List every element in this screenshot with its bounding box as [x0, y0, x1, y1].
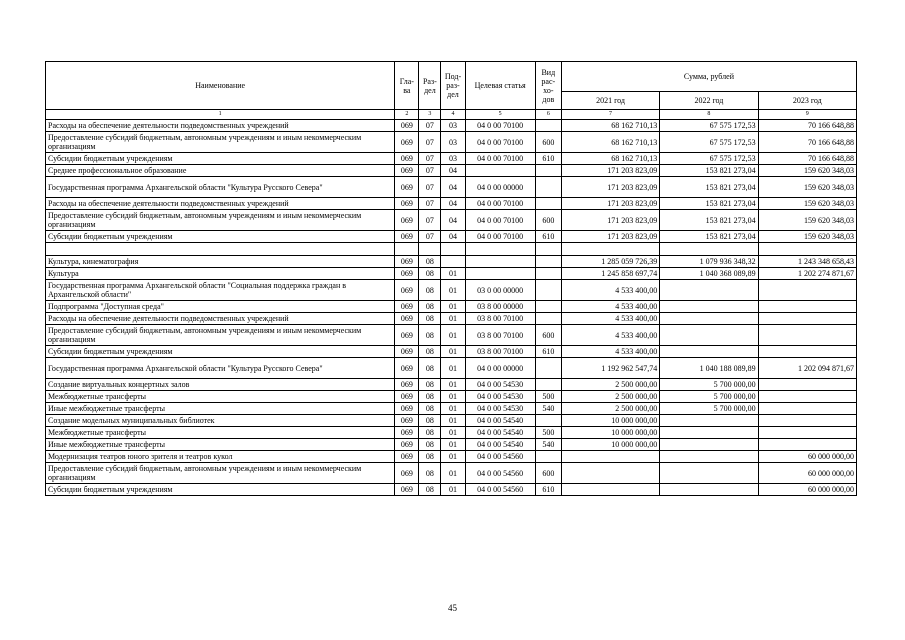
row-section: 08 [419, 427, 441, 439]
row-chapter: 069 [395, 451, 419, 463]
row-sum-2021 [561, 484, 659, 496]
row-sum-2021: 4 533 400,00 [561, 346, 659, 358]
row-section: 08 [419, 415, 441, 427]
row-subsection: 01 [441, 439, 465, 451]
row-subsection [441, 243, 465, 256]
row-expense-type: 610 [535, 231, 561, 243]
col-header-subsection: Под- раз- дел [441, 62, 465, 110]
table-row [46, 301, 857, 313]
row-section: 08 [419, 463, 441, 484]
row-chapter: 069 [395, 427, 419, 439]
row-chapter: 069 [395, 325, 419, 346]
row-target: 04 0 00 54560 [465, 463, 535, 484]
row-sum-2023 [758, 346, 856, 358]
row-chapter: 069 [395, 256, 419, 268]
row-section: 08 [419, 451, 441, 463]
row-expense-type [535, 301, 561, 313]
row-section: 07 [419, 165, 441, 177]
row-name: Иные межбюджетные трансферты [46, 403, 395, 415]
col-header-target: Целевая статья [465, 62, 535, 110]
row-subsection: 03 [441, 153, 465, 165]
row-sum-2021: 171 203 823,09 [561, 231, 659, 243]
row-section: 08 [419, 403, 441, 415]
row-sum-2021 [561, 463, 659, 484]
row-sum-2023: 159 620 348,03 [758, 231, 856, 243]
row-chapter: 069 [395, 463, 419, 484]
col-header-expense-type: Вид рас- хо- дов [535, 62, 561, 110]
row-sum-2021: 2 500 000,00 [561, 403, 659, 415]
table-row [46, 415, 857, 427]
row-sum-2022 [660, 243, 758, 256]
row-subsection: 01 [441, 463, 465, 484]
row-expense-type [535, 120, 561, 132]
row-chapter: 069 [395, 153, 419, 165]
row-sum-2023: 70 166 648,88 [758, 120, 856, 132]
col-number: 8 [660, 110, 758, 120]
row-sum-2023: 1 202 094 871,67 [758, 358, 856, 379]
row-sum-2022: 1 040 368 089,89 [660, 268, 758, 280]
table-row [46, 463, 857, 484]
table-row [46, 243, 857, 256]
row-subsection: 01 [441, 427, 465, 439]
row-section: 08 [419, 358, 441, 379]
row-sum-2022: 153 821 273,04 [660, 231, 758, 243]
row-subsection: 01 [441, 451, 465, 463]
row-section: 07 [419, 120, 441, 132]
row-expense-type [535, 415, 561, 427]
row-subsection: 03 [441, 132, 465, 153]
row-sum-2021: 4 533 400,00 [561, 313, 659, 325]
row-name: Культура [46, 268, 395, 280]
row-chapter: 069 [395, 165, 419, 177]
row-section: 08 [419, 280, 441, 301]
table-row [46, 313, 857, 325]
row-name: Межбюджетные трансферты [46, 391, 395, 403]
col-header-2021: 2021 год [561, 92, 659, 110]
table-row [46, 403, 857, 415]
row-subsection [441, 256, 465, 268]
row-sum-2022: 1 040 188 089,89 [660, 358, 758, 379]
table-row [46, 165, 857, 177]
row-target: 04 0 00 54540 [465, 439, 535, 451]
table-row [46, 391, 857, 403]
table-row [46, 358, 857, 379]
row-subsection: 01 [441, 346, 465, 358]
row-expense-type [535, 243, 561, 256]
row-sum-2022 [660, 313, 758, 325]
row-sum-2021: 10 000 000,00 [561, 439, 659, 451]
row-sum-2023 [758, 427, 856, 439]
row-sum-2021: 171 203 823,09 [561, 165, 659, 177]
row-section [419, 243, 441, 256]
row-target: 04 0 00 70100 [465, 120, 535, 132]
row-expense-type: 540 [535, 439, 561, 451]
row-name: Предоставление субсидий бюджетным, автономным учреждениям и иным некоммерческим организациям [46, 132, 395, 153]
row-sum-2022 [660, 439, 758, 451]
row-sum-2021: 68 162 710,13 [561, 153, 659, 165]
row-subsection: 04 [441, 165, 465, 177]
row-expense-type [535, 256, 561, 268]
row-sum-2022 [660, 280, 758, 301]
row-chapter: 069 [395, 280, 419, 301]
col-number: 5 [465, 110, 535, 120]
col-header-sum: Сумма, рублей [561, 62, 856, 92]
row-target: 03 8 00 70100 [465, 325, 535, 346]
col-header-2022: 2022 год [660, 92, 758, 110]
row-target [465, 268, 535, 280]
table-row [46, 451, 857, 463]
row-sum-2023: 60 000 000,00 [758, 451, 856, 463]
row-target: 04 0 00 00000 [465, 358, 535, 379]
col-number: 6 [535, 110, 561, 120]
row-expense-type [535, 451, 561, 463]
row-expense-type [535, 379, 561, 391]
col-number: 2 [395, 110, 419, 120]
col-header-chapter: Гла- ва [395, 62, 419, 110]
budget-table [45, 61, 857, 496]
row-subsection: 01 [441, 391, 465, 403]
row-sum-2022 [660, 346, 758, 358]
row-chapter: 069 [395, 231, 419, 243]
row-name: Субсидии бюджетным учреждениям [46, 346, 395, 358]
row-name: Среднее профессиональное образование [46, 165, 395, 177]
row-sum-2021: 1 245 858 697,74 [561, 268, 659, 280]
row-sum-2023 [758, 379, 856, 391]
row-target [465, 243, 535, 256]
row-target: 04 0 00 54540 [465, 415, 535, 427]
row-name: Создание модельных муниципальных библиотек [46, 415, 395, 427]
row-sum-2022: 5 700 000,00 [660, 391, 758, 403]
row-chapter: 069 [395, 346, 419, 358]
row-name: Иные межбюджетные трансферты [46, 439, 395, 451]
table-row [46, 132, 857, 153]
row-sum-2023 [758, 301, 856, 313]
row-name: Межбюджетные трансферты [46, 427, 395, 439]
row-section: 07 [419, 231, 441, 243]
row-expense-type [535, 177, 561, 198]
row-chapter: 069 [395, 379, 419, 391]
row-sum-2022: 153 821 273,04 [660, 198, 758, 210]
table-row [46, 280, 857, 301]
row-expense-type [535, 280, 561, 301]
row-section: 08 [419, 439, 441, 451]
table-row [46, 346, 857, 358]
row-expense-type: 600 [535, 210, 561, 231]
row-target [465, 256, 535, 268]
row-subsection: 03 [441, 120, 465, 132]
row-sum-2022 [660, 427, 758, 439]
row-name: Создание виртуальных концертных залов [46, 379, 395, 391]
row-subsection: 01 [441, 325, 465, 346]
row-subsection: 04 [441, 198, 465, 210]
row-section: 08 [419, 325, 441, 346]
row-name: Модернизация театров юного зрителя и театров кукол [46, 451, 395, 463]
row-sum-2022: 67 575 172,53 [660, 120, 758, 132]
row-subsection: 01 [441, 403, 465, 415]
row-subsection: 01 [441, 301, 465, 313]
table-row [46, 153, 857, 165]
row-name: Расходы на обеспечение деятельности подведомственных учреждений [46, 198, 395, 210]
col-number: 3 [419, 110, 441, 120]
table-row [46, 484, 857, 496]
row-sum-2022 [660, 301, 758, 313]
row-sum-2021: 171 203 823,09 [561, 198, 659, 210]
row-section: 07 [419, 177, 441, 198]
table-row [46, 439, 857, 451]
row-sum-2021: 1 285 059 726,39 [561, 256, 659, 268]
row-target: 04 0 00 54560 [465, 451, 535, 463]
col-number: 7 [561, 110, 659, 120]
table-row [46, 210, 857, 231]
row-section: 08 [419, 484, 441, 496]
row-sum-2022: 5 700 000,00 [660, 403, 758, 415]
row-name [46, 243, 395, 256]
table-row [46, 256, 857, 268]
row-target: 04 0 00 54530 [465, 403, 535, 415]
row-target: 04 0 00 70100 [465, 132, 535, 153]
row-sum-2023: 70 166 648,88 [758, 132, 856, 153]
row-target: 03 0 00 00000 [465, 280, 535, 301]
row-name: Предоставление субсидий бюджетным, автономным учреждениям и иным некоммерческим организациям [46, 463, 395, 484]
page-number: 45 [448, 603, 457, 613]
row-section: 07 [419, 153, 441, 165]
row-expense-type: 500 [535, 427, 561, 439]
row-sum-2021: 10 000 000,00 [561, 427, 659, 439]
col-header-section: Раз- дел [419, 62, 441, 110]
row-target: 04 0 00 54530 [465, 391, 535, 403]
row-sum-2021: 4 533 400,00 [561, 301, 659, 313]
table-row [46, 231, 857, 243]
row-subsection: 01 [441, 313, 465, 325]
row-sum-2023 [758, 313, 856, 325]
row-expense-type: 600 [535, 132, 561, 153]
row-sum-2022: 1 079 936 348,32 [660, 256, 758, 268]
col-number: 1 [46, 110, 395, 120]
column-numbers-row [46, 110, 857, 120]
row-chapter: 069 [395, 391, 419, 403]
row-section: 08 [419, 391, 441, 403]
row-expense-type [535, 358, 561, 379]
row-expense-type: 540 [535, 403, 561, 415]
row-expense-type [535, 165, 561, 177]
row-subsection: 01 [441, 415, 465, 427]
row-sum-2021 [561, 243, 659, 256]
row-subsection: 01 [441, 358, 465, 379]
row-chapter: 069 [395, 313, 419, 325]
row-target: 04 0 00 70100 [465, 210, 535, 231]
row-subsection: 01 [441, 379, 465, 391]
col-number: 9 [758, 110, 856, 120]
row-sum-2022 [660, 484, 758, 496]
row-subsection: 01 [441, 280, 465, 301]
row-name: Расходы на обеспечение деятельности подведомственных учреждений [46, 313, 395, 325]
table-row [46, 177, 857, 198]
row-chapter [395, 243, 419, 256]
row-sum-2021 [561, 451, 659, 463]
row-chapter: 069 [395, 120, 419, 132]
row-section: 07 [419, 198, 441, 210]
row-chapter: 069 [395, 177, 419, 198]
row-expense-type: 500 [535, 391, 561, 403]
row-name: Субсидии бюджетным учреждениям [46, 484, 395, 496]
row-name: Государственная программа Архангельской области "Культура Русского Севера" [46, 177, 395, 198]
row-name: Государственная программа Архангельской области "Культура Русского Севера" [46, 358, 395, 379]
row-target: 03 8 00 70100 [465, 346, 535, 358]
table-row [46, 120, 857, 132]
table-row [46, 427, 857, 439]
row-chapter: 069 [395, 210, 419, 231]
row-target: 04 0 00 54540 [465, 427, 535, 439]
row-name: Подпрограмма "Доступная среда" [46, 301, 395, 313]
row-chapter: 069 [395, 198, 419, 210]
row-expense-type [535, 268, 561, 280]
row-sum-2023 [758, 391, 856, 403]
col-header-2023: 2023 год [758, 92, 856, 110]
row-sum-2022: 67 575 172,53 [660, 132, 758, 153]
row-sum-2023 [758, 415, 856, 427]
row-name: Субсидии бюджетным учреждениям [46, 153, 395, 165]
row-sum-2022: 153 821 273,04 [660, 177, 758, 198]
row-sum-2021: 10 000 000,00 [561, 415, 659, 427]
row-chapter: 069 [395, 484, 419, 496]
row-section: 07 [419, 132, 441, 153]
row-section: 08 [419, 313, 441, 325]
row-target: 04 0 00 54560 [465, 484, 535, 496]
row-chapter: 069 [395, 439, 419, 451]
row-target: 03 8 00 00000 [465, 301, 535, 313]
row-name: Субсидии бюджетным учреждениям [46, 231, 395, 243]
row-section: 08 [419, 268, 441, 280]
row-section: 08 [419, 301, 441, 313]
row-sum-2021: 4 533 400,00 [561, 325, 659, 346]
row-sum-2023: 159 620 348,03 [758, 198, 856, 210]
row-subsection: 01 [441, 484, 465, 496]
row-section: 08 [419, 379, 441, 391]
row-chapter: 069 [395, 358, 419, 379]
row-expense-type: 600 [535, 463, 561, 484]
row-sum-2021: 68 162 710,13 [561, 132, 659, 153]
row-subsection: 04 [441, 210, 465, 231]
row-sum-2022 [660, 325, 758, 346]
row-name: Государственная программа Архангельской области "Социальная поддержка граждан в Архангельской области" [46, 280, 395, 301]
row-sum-2021: 68 162 710,13 [561, 120, 659, 132]
row-sum-2021: 2 500 000,00 [561, 391, 659, 403]
row-sum-2023: 60 000 000,00 [758, 463, 856, 484]
row-target: 04 0 00 00000 [465, 177, 535, 198]
table-row [46, 325, 857, 346]
col-number: 4 [441, 110, 465, 120]
row-section: 08 [419, 346, 441, 358]
row-target: 04 0 00 54530 [465, 379, 535, 391]
row-sum-2023 [758, 243, 856, 256]
row-sum-2022: 5 700 000,00 [660, 379, 758, 391]
row-sum-2022 [660, 451, 758, 463]
row-sum-2023: 60 000 000,00 [758, 484, 856, 496]
row-target: 04 0 00 70100 [465, 153, 535, 165]
row-section: 07 [419, 210, 441, 231]
row-sum-2022: 67 575 172,53 [660, 153, 758, 165]
header-row [46, 62, 857, 92]
row-target: 04 0 00 70100 [465, 198, 535, 210]
col-header-name: Наименование [46, 62, 395, 110]
row-subsection: 04 [441, 231, 465, 243]
row-subsection: 01 [441, 268, 465, 280]
row-sum-2021: 171 203 823,09 [561, 177, 659, 198]
row-expense-type: 610 [535, 346, 561, 358]
row-sum-2023: 1 243 348 658,43 [758, 256, 856, 268]
row-sum-2021: 171 203 823,09 [561, 210, 659, 231]
row-expense-type: 610 [535, 153, 561, 165]
row-name: Предоставление субсидий бюджетным, автономным учреждениям и иным некоммерческим организациям [46, 325, 395, 346]
row-sum-2023: 70 166 648,88 [758, 153, 856, 165]
row-name: Расходы на обеспечение деятельности подведомственных учреждений [46, 120, 395, 132]
row-name: Предоставление субсидий бюджетным, автономным учреждениям и иным некоммерческим организациям [46, 210, 395, 231]
row-sum-2021: 2 500 000,00 [561, 379, 659, 391]
row-expense-type: 600 [535, 325, 561, 346]
row-sum-2021: 4 533 400,00 [561, 280, 659, 301]
row-subsection: 04 [441, 177, 465, 198]
row-chapter: 069 [395, 403, 419, 415]
row-sum-2022 [660, 415, 758, 427]
table-body [46, 120, 857, 496]
table-row [46, 379, 857, 391]
row-name: Культура, кинематография [46, 256, 395, 268]
row-target: 04 0 00 70100 [465, 231, 535, 243]
row-chapter: 069 [395, 132, 419, 153]
table-row [46, 198, 857, 210]
row-sum-2021: 1 192 962 547,74 [561, 358, 659, 379]
row-sum-2023 [758, 403, 856, 415]
row-sum-2023: 159 620 348,03 [758, 165, 856, 177]
row-sum-2023 [758, 325, 856, 346]
row-target [465, 165, 535, 177]
row-sum-2023: 159 620 348,03 [758, 177, 856, 198]
row-chapter: 069 [395, 415, 419, 427]
table-row [46, 268, 857, 280]
row-sum-2022: 153 821 273,04 [660, 165, 758, 177]
row-expense-type [535, 198, 561, 210]
row-sum-2022: 153 821 273,04 [660, 210, 758, 231]
row-chapter: 069 [395, 268, 419, 280]
row-sum-2023: 159 620 348,03 [758, 210, 856, 231]
row-sum-2023 [758, 439, 856, 451]
row-sum-2022 [660, 463, 758, 484]
row-expense-type [535, 313, 561, 325]
row-sum-2023 [758, 280, 856, 301]
row-sum-2023: 1 202 274 871,67 [758, 268, 856, 280]
row-section: 08 [419, 256, 441, 268]
row-chapter: 069 [395, 301, 419, 313]
row-expense-type: 610 [535, 484, 561, 496]
row-target: 03 8 00 70100 [465, 313, 535, 325]
